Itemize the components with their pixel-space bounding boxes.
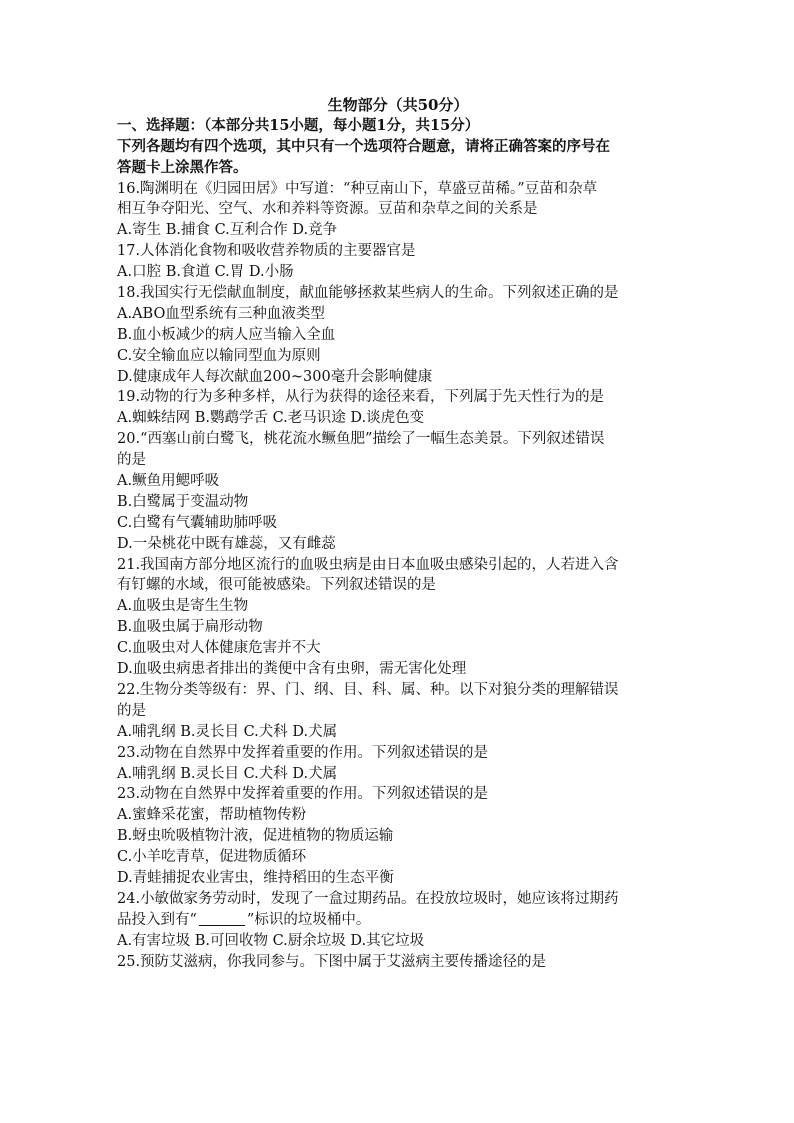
answer-blank [199, 912, 245, 926]
page-title: 生物部分（共50分） [327, 96, 469, 114]
text-line: 的是 [117, 452, 146, 469]
q24-text-after: ”标识的垃圾桶中。 [246, 911, 371, 928]
q24-text-before: 品投入到有“ [117, 911, 197, 928]
instruction-line: 下列各题均有四个选项，其中只有一个选项符合题意，请将正确答案的序号在 [117, 137, 610, 155]
text-line: C.血吸虫对人体健康危害并不大 [117, 640, 321, 657]
text-line: 的是 [117, 702, 146, 719]
text-line: 22.生物分类等级有：界、门、纲、目、科、属、种。以下对狼分类的理解错误 [117, 681, 619, 698]
text-line: 有钉螺的水域，很可能被感染。下列叙述错误的是 [117, 577, 436, 594]
text-line: 20.“西塞山前白鹭飞，桃花流水鳜鱼肥”描绘了一幅生态美景。下列叙述错误 [117, 431, 605, 448]
text-line: 18.我国实行无偿献血制度，献血能够拯救某些病人的生命。下列叙述正确的是 [117, 285, 619, 302]
text-line: 16.陶渊明在《归园田居》中写道：“种豆南山下，草盛豆苗稀。”豆苗和杂草 [117, 180, 598, 197]
q24-options: A.有害垃圾 B.可回收物 C.厨余垃圾 D.其它垃圾 [117, 932, 425, 949]
text-line: C.安全输血应以输同型血为原则 [117, 347, 321, 364]
text-line: D.青蛙捕捉农业害虫，维持稻田的生态平衡 [117, 869, 394, 886]
text-line: B.白鹭属于变温动物 [117, 493, 249, 510]
text-line: C.白鹭有气囊辅助肺呼吸 [117, 514, 278, 531]
text-line: B.血小板减少的病人应当输入全血 [117, 326, 336, 343]
text-line: A.哺乳纲 B.灵长目 C.犬科 D.犬属 [117, 723, 338, 740]
text-line: 17.人体消化食物和吸收营养物质的主要器官是 [117, 243, 416, 260]
text-line: 23.动物在自然界中发挥着重要的作用。下列叙述错误的是 [117, 786, 489, 803]
text-line: A.蜘蛛结网 B.鹦鹉学舌 C.老马识途 D.谈虎色变 [117, 410, 425, 427]
text-line: 相互争夺阳光、空气、水和养料等资源。豆苗和杂草之间的关系是 [117, 201, 538, 218]
text-line: 24.小敏做家务劳动时，发现了一盒过期药品。在投放垃圾时，她应该将过期药 [117, 890, 619, 907]
text-line: A.血吸虫是寄生生物 [117, 598, 249, 615]
text-line: 19.动物的行为多种多样，从行为获得的途径来看，下列属于先天性行为的是 [117, 389, 605, 406]
text-line: D.健康成年人每次献血200~300毫升会影响健康 [117, 368, 433, 385]
question-list [117, 179, 679, 910]
text-line: A.寄生 B.捕食 C.互利合作 D.竞争 [117, 222, 338, 239]
text-line: C.小羊吃青草，促进物质循环 [117, 849, 307, 866]
text-line: A.鳜鱼用鳃呼吸 [117, 473, 220, 490]
q24-line-with-blank [117, 910, 679, 931]
text-line: A.哺乳纲 B.灵长目 C.犬科 D.犬属 [117, 765, 338, 782]
text-line: B.蚜虫吮吸植物汁液，促进植物的物质运输 [117, 828, 394, 845]
text-line: A.ABO血型系统有三种血液类型 [117, 305, 325, 322]
text-line: A.蜜蜂采花蜜，帮助植物传粉 [117, 807, 307, 824]
text-line: D.一朵桃花中既有雄蕊，又有雌蕊 [117, 535, 336, 552]
section-heading: 一、选择题：（本部分共15小题，每小题1分，共15分） [117, 116, 480, 134]
text-line: B.血吸虫属于扁形动物 [117, 619, 263, 636]
instruction-line: 答题卡上涂黑作答。 [117, 158, 248, 176]
text-line: 23.动物在自然界中发挥着重要的作用。下列叙述错误的是 [117, 744, 489, 761]
text-line: 21.我国南方部分地区流行的血吸虫病是由日本血吸虫感染引起的，人若进入含 [117, 556, 619, 573]
text-line: D.血吸虫病患者排出的粪便中含有虫卵，需无害化处理 [117, 661, 467, 678]
q25-stem: 25.预防艾滋病，你我同参与。下图中属于艾滋病主要传播途径的是 [117, 953, 547, 970]
text-line: A.口腔 B.食道 C.胃 D.小肠 [117, 264, 294, 281]
exam-page [117, 95, 679, 972]
